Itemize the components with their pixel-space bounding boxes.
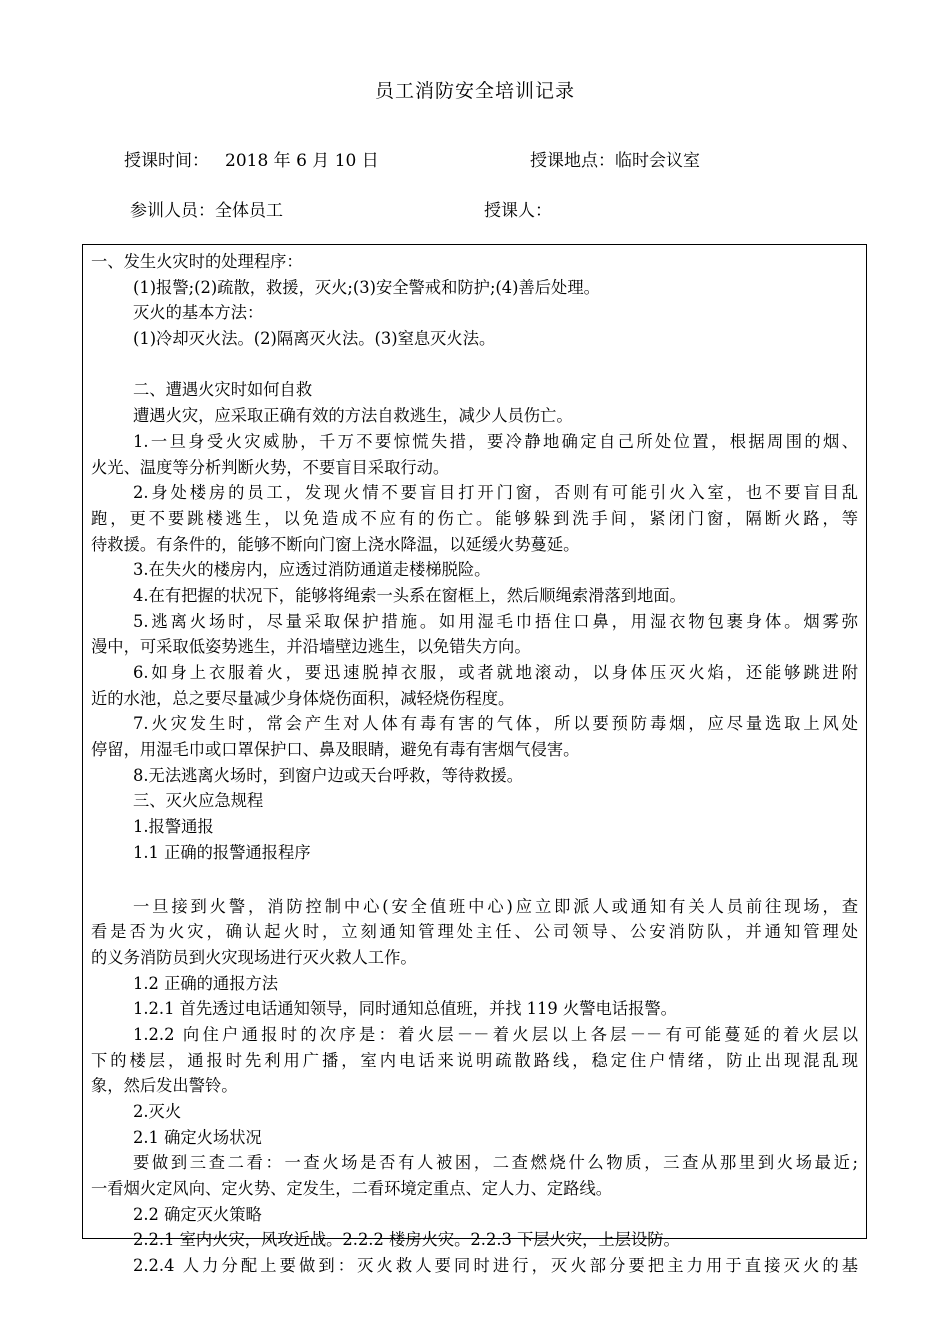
text-line: 三、灭火应急规程	[133, 791, 264, 811]
text-line: (1)报警;(2)疏散，救援，灭火;(3)安全警戒和防护;(4)善后处理。	[133, 277, 600, 297]
text-line: 1.2.2 向住户通报时的次序是：着火层－－着火层以上各层－－有可能蔓延的着火层以	[133, 1024, 858, 1044]
lecture-location-value: 临时会议室	[615, 151, 700, 171]
lecture-time	[124, 146, 379, 171]
text-line: 2.2.1 室内火灾，风攻近战。2.2.2 楼房火灾。2.2.3 下层火灾，上层设防。	[133, 1230, 680, 1250]
text-line: 停留，用湿毛巾或口罩保护口、鼻及眼睛，避免有毒有害烟气侵害。	[91, 740, 580, 760]
participants-value: 全体员工	[215, 201, 283, 221]
text-line: 一旦接到火警，消防控制中心(安全值班中心)应立即派人或通知有关人员前往现场，查	[133, 896, 858, 916]
text-line: 5.逃离火场时，尽量采取保护措施。如用湿毛巾捂住口鼻，用湿衣物包裹身体。烟雾弥	[133, 611, 858, 631]
text-line: 一、发生火灾时的处理程序：	[91, 252, 303, 271]
text-line: 8.无法逃离火场时，到窗户边或天台呼救，等待救援。	[133, 765, 524, 785]
text-line: 7.火灾发生时，常会产生对人体有毒有害的气体，所以要预防毒烟，应尽量选取上风处	[133, 714, 858, 734]
text-line: 2.2 确定灭火策略	[133, 1204, 262, 1224]
text-line: 象，然后发出警铃。	[91, 1076, 238, 1096]
lecture-location	[530, 146, 700, 171]
page-title: 员工消防安全培训记录	[374, 80, 575, 102]
lecture-location-label: 授课地点：	[530, 151, 615, 171]
text-line: 火光、温度等分析判断火势，不要盲目采取行动。	[91, 457, 450, 477]
text-line: 的义务消防员到火灾现场进行灭火救人工作。	[91, 947, 417, 967]
text-line: 1.报警通报	[133, 817, 214, 837]
participants	[130, 196, 283, 221]
text-line: 二、遭遇火灾时如何自救	[133, 380, 313, 400]
text-line: 1.2 正确的通报方法	[133, 973, 279, 993]
text-line: 灭火的基本方法：	[133, 303, 264, 323]
blank-line	[91, 866, 858, 894]
lecture-time-value: 2018 年 6 月 10 日	[225, 151, 379, 171]
text-line: (1)冷却灭火法。(2)隔离灭火法。(3)窒息灭火法。	[133, 329, 496, 349]
text-line: 4.在有把握的状况下，能够将绳索一头系在窗框上，然后顺绳索滑落到地面。	[133, 585, 686, 605]
text-line: 下的楼层，通报时先利用广播，室内电话来说明疏散路线，稳定住户情绪，防止出现混乱现	[91, 1050, 858, 1070]
text-line: 2.2.4 人力分配上要做到：灭火救人要同时进行，灭火部分要把主力用于直接灭火的基	[133, 1256, 858, 1276]
lecture-time-label: 授课时间：	[124, 151, 209, 171]
text-line: 3.在失火的楼房内，应透过消防通道走楼梯脱险。	[133, 560, 491, 580]
text-line: 1.1 正确的报警通报程序	[133, 842, 311, 862]
lecturer-label: 授课人：	[484, 201, 552, 221]
text-line: 跑，更不要跳楼逃生，以免造成不应有的伤亡。能够躲到洗手间，紧闭门窗，隔断火路，等	[91, 508, 858, 528]
text-line: 近的水池，总之要尽量减少身体烧伤面积，减轻烧伤程度。	[91, 688, 515, 708]
lecturer	[484, 196, 552, 221]
text-line: 6.如身上衣服着火，要迅速脱掉衣服，或者就地滚动，以身体压灭火焰，还能够跳进附	[133, 663, 858, 682]
text-line: 2.身处楼房的员工，发现火情不要盲目打开门窗，否则有可能引火入室，也不要盲目乱	[133, 483, 858, 503]
text-line: 漫中，可采取低姿势逃生，并沿墙壁边逃生，以免错失方向。	[91, 637, 531, 657]
text-line: 1.2.1 首先透过电话通知领导，同时通知总值班，并找 119 火警电话报警。	[133, 999, 677, 1019]
text-line: 1.一旦身受火灾威胁，千万不要惊慌失措，要冷静地确定自己所处位置，根据周围的烟、	[133, 431, 858, 451]
text-line: 要做到三查二看：一查火场是否有人被困，二查燃烧什么物质，三查从那里到火场最近;	[133, 1153, 858, 1173]
text-line: 一看烟火定风向、定火势、定发生，二看环境定重点、定人力、定路线。	[91, 1179, 613, 1199]
text-line: 2.灭火	[133, 1102, 182, 1121]
blank-line	[91, 352, 858, 378]
training-content-box	[82, 244, 867, 1276]
text-line: 待救援。有条件的，能够不断向门窗上浇水降温，以延缓火势蔓延。	[91, 534, 580, 554]
text-line: 遭遇火灾，应采取正确有效的方法自救逃生，减少人员伤亡。	[133, 406, 573, 426]
training-content	[91, 249, 858, 1279]
participants-label: 参训人员：	[130, 201, 215, 221]
text-line: 2.1 确定火场状况	[133, 1127, 262, 1147]
text-line: 看是否为火灾，确认起火时，立刻通知管理处主任、公司领导、公安消防队，并通知管理处	[91, 922, 858, 942]
